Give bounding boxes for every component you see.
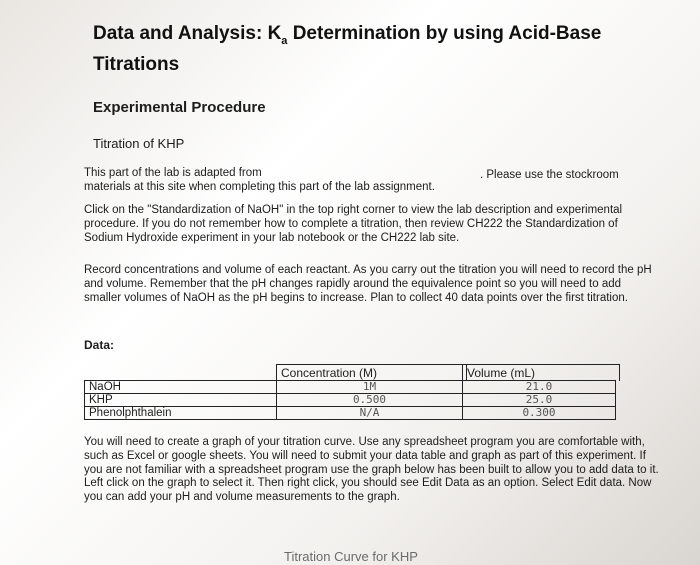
table-row	[85, 381, 616, 394]
paragraph-1-part-c: materials at this site when completing this part of the lab assignment.	[84, 180, 435, 193]
row-concentration: 0.500	[277, 394, 463, 407]
title-line1-before: Data and Analysis: K	[93, 23, 282, 44]
title-line1-after: Determination by using Acid-Base	[287, 23, 602, 44]
table-row	[85, 394, 616, 407]
subheading: Titration of KHP	[93, 136, 185, 151]
title-line2: Titrations	[93, 53, 180, 75]
section-heading: Experimental Procedure	[93, 99, 266, 116]
row-volume: 0.300	[463, 407, 616, 420]
graph-caption: Titration Curve for KHP	[284, 549, 418, 564]
title-subscript: a	[281, 34, 288, 47]
paragraph-1-part-b: . Please use the stockroom	[480, 169, 619, 181]
table-row	[85, 407, 616, 420]
row-name: KHP	[85, 394, 277, 407]
header-concentration: Concentration (M)	[276, 364, 467, 381]
row-name: Phenolphthalein	[85, 407, 277, 420]
data-label: Data:	[84, 338, 115, 352]
data-table	[84, 380, 616, 420]
paragraph-2: Click on the "Standardization of NaOH" in the top right corner to view the lab description and experimental procedure. If you do not remember how to complete a titration, then review CH222 the Standardization of Sodium Hydroxide experiment in your lab notebook or the CH222 lab site.	[84, 204, 623, 244]
row-concentration: N/A	[277, 407, 463, 420]
paragraph-1-part-a: This part of the lab is adapted from	[84, 167, 262, 179]
paragraph-4: You will need to create a graph of your titration curve. Use any spreadsheet program you are comfortable with, such as Excel or google sheets. You will need to submit your data table and graph as part of this experiment. If you are not familiar with a spreadsheet program use the graph below has been built to allow you to add data to it. Left click on the graph to select it. Then right click, you should see Edit Data as an option. Select Edit data. Now you can add your pH and volume measurements to the graph.	[84, 436, 659, 504]
row-concentration: 1M	[277, 381, 463, 394]
page-title	[93, 22, 673, 77]
header-volume: Volume (mL)	[462, 364, 620, 381]
row-volume: 25.0	[463, 394, 616, 407]
paragraph-3: Record concentrations and volume of each reactant. As you carry out the titration you will need to record the pH and volume. Remember that the pH changes rapidly around the equivalence point so you will need to add smaller volumes of NaOH as the pH begins to increase. Plan to collect 40 data points over the first titration.	[84, 264, 652, 304]
row-volume: 21.0	[463, 381, 616, 394]
row-name: NaOH	[85, 381, 277, 394]
